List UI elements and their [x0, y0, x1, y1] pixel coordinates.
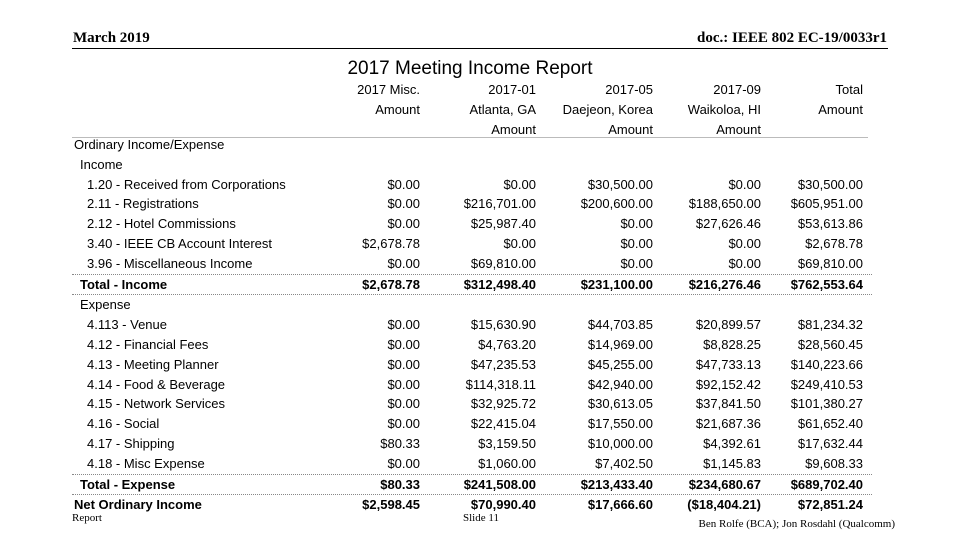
- cell-value: $0.00: [387, 416, 420, 432]
- table-row: [72, 335, 872, 355]
- cell-value: $0.00: [387, 196, 420, 212]
- cell-value: $605,951.00: [790, 196, 863, 212]
- cell-value: $32,925.72: [470, 396, 536, 412]
- row-label: Expense: [80, 297, 131, 313]
- cell-value: $0.00: [503, 176, 536, 192]
- cell-value: $101,380.27: [790, 396, 863, 412]
- row-label: 4.14 - Food & Beverage: [87, 376, 226, 392]
- row-label: 4.17 - Shipping: [87, 435, 175, 451]
- cell-value: $72,851.24: [797, 497, 863, 513]
- cell-value: $10,000.00: [587, 435, 653, 451]
- row-label: Total - Expense: [80, 476, 176, 492]
- cell-value: $2,678.78: [362, 235, 420, 251]
- cell-value: $312,498.40: [463, 276, 536, 292]
- cell-value: $81,234.32: [797, 317, 863, 333]
- cell-value: $17,666.60: [587, 497, 653, 513]
- table-row: [72, 155, 872, 175]
- table-row: [72, 434, 872, 454]
- footer-authors: Ben Rolfe (BCA); Jon Rosdahl (Qualcomm): [698, 518, 895, 530]
- cell-value: $0.00: [387, 455, 420, 471]
- cell-value: $0.00: [620, 255, 653, 271]
- cell-value: $4,763.20: [478, 336, 536, 352]
- cell-value: $8,828.25: [703, 336, 761, 352]
- column-header-line: Atlanta, GA: [469, 102, 536, 117]
- table-row: [72, 454, 872, 475]
- table-row: [72, 254, 872, 275]
- cell-value: $0.00: [387, 176, 420, 192]
- cell-value: $2,598.45: [362, 497, 420, 513]
- table-row: [72, 375, 872, 395]
- slide-header-doc-id: doc.: IEEE 802 EC-19/0033r1: [696, 30, 887, 46]
- table-row-total: [72, 475, 872, 496]
- footer-slide-number: Slide 11: [463, 512, 499, 524]
- cell-value: $216,701.00: [463, 196, 536, 212]
- cell-value: $114,318.11: [465, 376, 536, 392]
- cell-value: $53,613.86: [797, 216, 863, 232]
- row-label: Income: [80, 156, 123, 172]
- column-header-line: Amount: [375, 102, 420, 117]
- cell-value: $42,940.00: [587, 376, 653, 392]
- column-header-misc: [357, 80, 420, 120]
- cell-value: $28,560.45: [797, 336, 863, 352]
- cell-value: $140,223.66: [790, 356, 863, 372]
- cell-value: $45,255.00: [587, 356, 653, 372]
- column-header-line: Amount: [818, 102, 863, 117]
- cell-value: $61,652.40: [797, 416, 863, 432]
- row-label: 4.16 - Social: [87, 416, 160, 432]
- column-header-line: 2017 Misc.: [357, 82, 420, 97]
- cell-value: $1,145.83: [703, 455, 761, 471]
- cell-value: $1,060.00: [478, 455, 536, 471]
- row-label: 4.113 - Venue: [87, 317, 167, 333]
- table-row: [72, 394, 872, 414]
- table-row: [72, 135, 872, 155]
- cell-value: $249,410.53: [790, 376, 863, 392]
- cell-value: $44,703.85: [587, 317, 653, 333]
- column-header-line: Amount: [716, 122, 761, 137]
- row-label: 2.11 - Registrations: [87, 196, 199, 212]
- cell-value: $0.00: [387, 336, 420, 352]
- table-row-total: [72, 275, 872, 296]
- cell-value: $0.00: [728, 176, 761, 192]
- column-header-total: [818, 80, 863, 120]
- cell-value: $762,553.64: [790, 276, 863, 292]
- cell-value: $0.00: [620, 235, 653, 251]
- cell-value: $213,433.40: [580, 476, 653, 492]
- row-label: 3.96 - Miscellaneous Income: [87, 255, 253, 271]
- cell-value: $234,680.67: [688, 476, 761, 492]
- cell-value: $0.00: [728, 255, 761, 271]
- cell-value: $689,702.40: [790, 476, 863, 492]
- cell-value: $25,987.40: [470, 216, 536, 232]
- header-rule: [72, 48, 888, 49]
- column-header-line: 2017-05: [605, 82, 653, 97]
- cell-value: $37,841.50: [695, 396, 761, 412]
- cell-value: $92,152.42: [695, 376, 761, 392]
- table-row: [72, 414, 872, 434]
- row-label: 4.12 - Financial Fees: [87, 336, 209, 352]
- cell-value: $3,159.50: [478, 435, 536, 451]
- cell-value: $7,402.50: [595, 455, 653, 471]
- cell-value: $70,990.40: [470, 497, 536, 513]
- column-header-line: Daejeon, Korea: [562, 102, 653, 117]
- cell-value: $0.00: [387, 376, 420, 392]
- cell-value: $0.00: [387, 216, 420, 232]
- column-header-daejeon: [563, 80, 653, 140]
- cell-value: $0.00: [728, 235, 761, 251]
- report-title: 2017 Meeting Income Report: [347, 58, 593, 79]
- cell-value: $241,508.00: [463, 476, 536, 492]
- slide-header-date: March 2019: [73, 30, 150, 46]
- cell-value: $231,100.00: [580, 276, 653, 292]
- cell-value: $0.00: [620, 216, 653, 232]
- cell-value: $17,632.44: [797, 435, 863, 451]
- cell-value: $15,630.90: [470, 317, 536, 333]
- cell-value: $69,810.00: [470, 255, 536, 271]
- column-header-line: Total: [835, 82, 863, 97]
- cell-value: $0.00: [387, 356, 420, 372]
- row-label: Total - Income: [80, 276, 168, 292]
- cell-value: $4,392.61: [703, 435, 761, 451]
- cell-value: $47,235.53: [470, 356, 536, 372]
- table-row: [72, 175, 872, 195]
- column-header-line: Amount: [491, 122, 536, 137]
- cell-value: $30,500.00: [797, 176, 863, 192]
- row-label: 3.40 - IEEE CB Account Interest: [87, 235, 272, 251]
- footer-report-label: Report: [72, 512, 102, 524]
- income-report-table: [72, 135, 872, 515]
- column-header-line: Waikoloa, HI: [687, 102, 761, 117]
- cell-value: $2,678.78: [362, 276, 420, 292]
- cell-value: $188,650.00: [688, 196, 761, 212]
- row-label: 4.18 - Misc Expense: [87, 455, 205, 471]
- column-header-atlanta: [470, 80, 536, 140]
- table-row: [72, 214, 872, 234]
- row-label: 4.15 - Network Services: [87, 396, 225, 412]
- cell-value: $30,500.00: [587, 176, 653, 192]
- row-label: 4.13 - Meeting Planner: [87, 356, 219, 372]
- cell-value: $22,415.04: [470, 416, 536, 432]
- cell-value: $20,899.57: [695, 317, 761, 333]
- cell-value: $21,687.36: [695, 416, 761, 432]
- row-label: 1.20 - Received from Corporations: [87, 176, 286, 192]
- cell-value: $0.00: [387, 396, 420, 412]
- cell-value: $14,969.00: [587, 336, 653, 352]
- cell-value: $216,276.46: [688, 276, 761, 292]
- cell-value: $0.00: [387, 317, 420, 333]
- column-header-line: 2017-09: [713, 82, 761, 97]
- table-row: [72, 234, 872, 254]
- cell-value: $2,678.78: [805, 235, 863, 251]
- cell-value: $0.00: [387, 255, 420, 271]
- row-label: Ordinary Income/Expense: [74, 137, 225, 152]
- cell-value: $30,613.05: [587, 396, 653, 412]
- table-row: [72, 315, 872, 335]
- cell-value: $69,810.00: [797, 255, 863, 271]
- cell-value: $80.33: [380, 435, 420, 451]
- column-header-line: 2017-01: [488, 82, 536, 97]
- table-row: [72, 295, 872, 315]
- cell-value: $9,608.33: [805, 455, 863, 471]
- cell-value: $17,550.00: [587, 416, 653, 432]
- cell-value: $0.00: [503, 235, 536, 251]
- cell-value: $47,733.13: [695, 356, 761, 372]
- cell-value: $80.33: [380, 476, 420, 492]
- table-row: [72, 355, 872, 375]
- column-header-line: Amount: [608, 122, 653, 137]
- row-label: 2.12 - Hotel Commissions: [87, 216, 236, 232]
- row-label: Net Ordinary Income: [74, 497, 202, 513]
- cell-value: ($18,404.21): [687, 497, 761, 513]
- column-header-waikoloa: [688, 80, 761, 140]
- cell-value: $200,600.00: [580, 196, 653, 212]
- table-row: [72, 194, 872, 214]
- cell-value: $27,626.46: [695, 216, 761, 232]
